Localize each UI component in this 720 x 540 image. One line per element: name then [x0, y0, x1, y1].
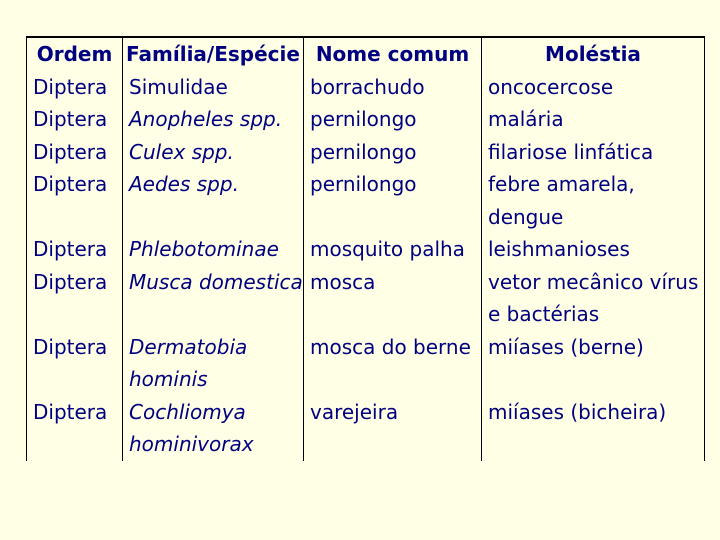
- cell-nome-comum: varejeira: [304, 396, 482, 461]
- cell-especie: Culex spp.: [123, 136, 304, 169]
- table-row: [27, 103, 705, 136]
- cell-molestia: oncocercose: [482, 71, 705, 104]
- cell-nome-comum: pernilongo: [304, 136, 482, 169]
- cell-molestia: malária: [482, 103, 705, 136]
- cell-nome-comum: borrachudo: [304, 71, 482, 104]
- header-molestia: Moléstia: [482, 37, 705, 71]
- cell-molestia: leishmanioses: [482, 233, 705, 266]
- cell-nome-comum: pernilongo: [304, 168, 482, 233]
- cell-ordem: Diptera: [27, 136, 123, 169]
- table-row: [27, 396, 705, 461]
- table-row: [27, 71, 705, 104]
- cell-nome-comum: mosquito palha: [304, 233, 482, 266]
- insect-disease-table: [26, 36, 705, 461]
- insect-disease-table-container: [26, 36, 704, 462]
- cell-especie: Simulidae: [123, 71, 304, 104]
- table-row: [27, 233, 705, 266]
- cell-molestia: miíases (bicheira): [482, 396, 705, 461]
- cell-molestia: febre amarela, dengue: [482, 168, 705, 233]
- cell-especie: Cochliomya hominivorax: [123, 396, 304, 461]
- cell-ordem: Diptera: [27, 396, 123, 461]
- cell-especie: Aedes spp.: [123, 168, 304, 233]
- table-row: [27, 168, 705, 233]
- table-row: [27, 266, 705, 331]
- cell-ordem: Diptera: [27, 266, 123, 331]
- cell-especie: Dermatobia hominis: [123, 331, 304, 396]
- cell-molestia: vetor mecânico vírus e bactérias: [482, 266, 705, 331]
- header-familia-especie: Família/Espécie: [123, 37, 304, 71]
- cell-molestia: filariose linfática: [482, 136, 705, 169]
- header-row: [27, 37, 705, 71]
- cell-especie: Musca domestica: [123, 266, 304, 331]
- cell-ordem: Diptera: [27, 71, 123, 104]
- table-row: [27, 136, 705, 169]
- table-row: [27, 331, 705, 396]
- cell-ordem: Diptera: [27, 103, 123, 136]
- cell-ordem: Diptera: [27, 233, 123, 266]
- cell-nome-comum: pernilongo: [304, 103, 482, 136]
- cell-ordem: Diptera: [27, 331, 123, 396]
- header-ordem: Ordem: [27, 37, 123, 71]
- cell-especie: Anopheles spp.: [123, 103, 304, 136]
- header-nome-comum: Nome comum: [304, 37, 482, 71]
- cell-ordem: Diptera: [27, 168, 123, 233]
- cell-nome-comum: mosca: [304, 266, 482, 331]
- cell-especie: Phlebotominae: [123, 233, 304, 266]
- cell-molestia: miíases (berne): [482, 331, 705, 396]
- cell-nome-comum: mosca do berne: [304, 331, 482, 396]
